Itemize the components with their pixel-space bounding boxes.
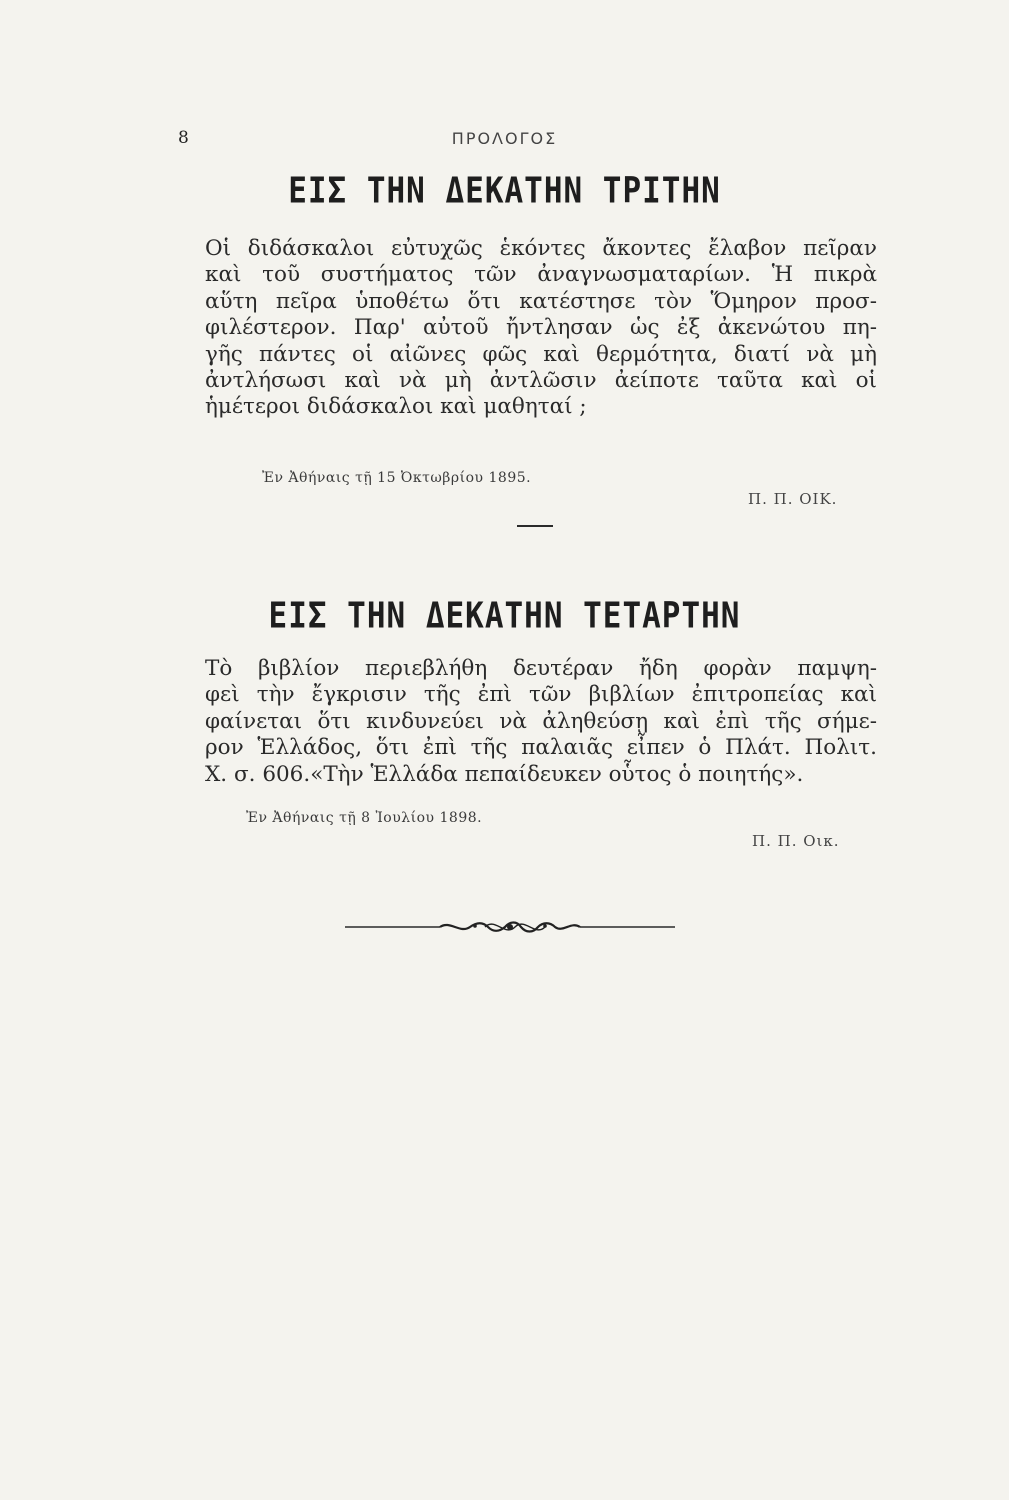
running-title: ΠΡΟΛΟΓΟΣ [451,129,558,148]
section-title: ΕΙΣ ΤΗΝ ΔΕΚΑΤΗΝ ΤΡΙΤΗΝ [288,170,721,212]
text-line: γῆς πάντες οἱ αἰῶνες φῶς καὶ θερμότητα, διατί νὰ μὴ [205,341,877,367]
page-number: 8 [178,128,189,148]
text-line: ρον Ἑλλάδος, ὅτι ἐπὶ τῆς παλαιᾶς εἶπεν ὁ Πλάτ. Πολιτ. [205,735,877,761]
section-title: ΕΙΣ ΤΗΝ ΔΕΚΑΤΗΝ ΤΕΤΑΡΤΗΝ [268,595,741,637]
signature: Π. Π. Οικ. [752,832,840,850]
text-line: φαίνεται ὅτι κινδυνεύει νὰ ἀληθεύσῃ καὶ ἐπὶ τῆς σήμε- [205,708,877,734]
section-body [205,656,877,788]
text-line: φιλέστερον. Παρ' αὐτοῦ ἤντλησαν ὡς ἐξ ἀκενώτου πη- [205,315,877,341]
text-line: φεὶ τὴν ἔγκρισιν τῆς ἐπὶ τῶν βιβλίων ἐπιτροπείας καὶ [205,682,877,708]
section-divider [517,525,553,527]
dateline: Ἐν Ἀθήναις τῇ 8 Ἰουλίου 1898. [246,810,483,826]
signature: Π. Π. ΟΙΚ. [748,490,838,508]
text-line: ἀντλήσωσι καὶ νὰ μὴ ἀντλῶσιν ἀείποτε ταῦτα καὶ οἱ [205,368,877,394]
text-line: ἡμέτεροι διδάσκαλοι καὶ μαθηταί ; [205,394,587,420]
text-line: Οἱ διδάσκαλοι εὐτυχῶς ἑκόντες ἄκοντες ἔλαβον πεῖραν [205,236,877,261]
text-line: Χ. σ. 606.«Τὴν Ἑλλάδα πεπαίδευκεν οὗτος ὁ ποιητής». [205,761,804,787]
section-body [205,236,877,421]
decorative-tailpiece-icon [345,912,675,942]
dateline: Ἐν Ἀθήναις τῇ 15 Ὀκτωβρίου 1895. [262,470,532,486]
text-line: αὕτη πεῖρα ὑποθέτω ὅτι κατέστησε τὸν Ὅμηρον προσ- [205,288,877,314]
text-line: καὶ τοῦ συστήματος τῶν ἀναγνωσματαρίων. Ἡ πικρὰ [205,262,877,288]
text-line: Τὸ βιβλίον περιεβλήθη δευτέραν ἤδη φορὰν παμψη- [205,656,877,681]
